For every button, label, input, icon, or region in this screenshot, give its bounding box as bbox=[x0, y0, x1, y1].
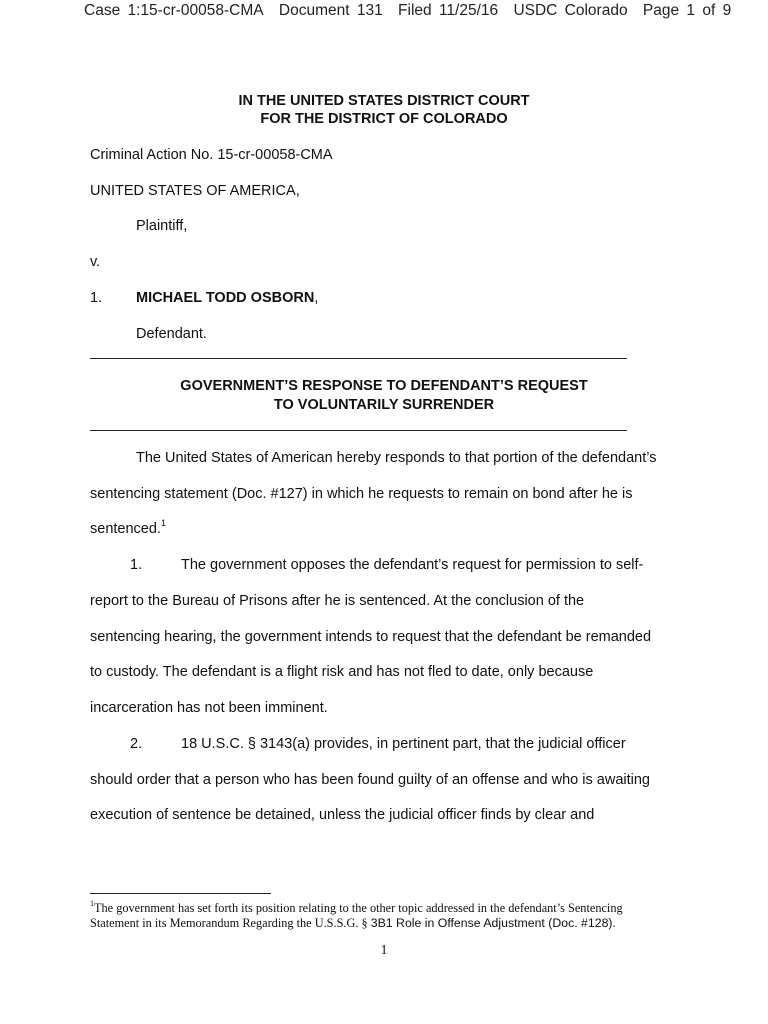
defendant-number: 1. bbox=[90, 290, 103, 306]
paragraph-2-line-3: execution of sentence be detained, unless the judicial officer finds by clear and bbox=[90, 807, 595, 823]
page-number: 1 bbox=[380, 943, 388, 958]
footnote-line-2-sans: 3B1 Role in Offense Adjustment (Doc. #128) bbox=[370, 916, 613, 930]
document-number: Document 131 bbox=[278, 2, 383, 19]
caption-divider-top bbox=[90, 358, 627, 359]
paragraph-2-number: 2. bbox=[130, 736, 143, 752]
paragraph-1-line-3: sentencing hearing, the government intends to request that the defendant be remanded bbox=[90, 629, 652, 645]
filed-date: Filed 11/25/16 bbox=[398, 2, 499, 19]
footnote-line-2-serif: Statement in its Memorandum Regarding the U.S.S.G. § bbox=[90, 916, 371, 930]
intro-line-3 bbox=[90, 518, 166, 537]
caption-divider-bottom bbox=[90, 430, 627, 431]
defendant-comma: , bbox=[314, 290, 319, 306]
paragraph-1-line-1: The government opposes the defendant’s request for permission to self- bbox=[181, 557, 644, 573]
plaintiff-name: UNITED STATES OF AMERICA, bbox=[90, 183, 300, 199]
plaintiff-role: Plaintiff, bbox=[136, 218, 188, 234]
paragraph-1-line-5: incarceration has not been imminent. bbox=[90, 700, 328, 716]
intro-line-1: The United States of American hereby responds to that portion of the defendant’s bbox=[136, 450, 657, 466]
footnote-mark: 1 bbox=[90, 899, 94, 908]
intro-line-3-text: sentenced. bbox=[90, 521, 161, 537]
document-title-line2: TO VOLUNTARILY SURRENDER bbox=[273, 397, 495, 413]
footnote-line-2-end: . bbox=[612, 916, 616, 930]
footnote-line-1-text: The government has set forth its position relating to the other topic addressed in the defendant’s Sentencing bbox=[94, 901, 623, 915]
footnote-line-1 bbox=[90, 901, 623, 916]
intro-line-2: sentencing statement (Doc. #127) in which he requests to remain on bond after he is bbox=[90, 486, 633, 502]
defendant-role: Defendant. bbox=[136, 326, 207, 342]
case-number: Case 1:15-cr-00058-CMA bbox=[84, 2, 264, 19]
paragraph-1-number: 1. bbox=[130, 557, 143, 573]
court-name: USDC Colorado bbox=[513, 2, 628, 19]
filing-header bbox=[84, 2, 739, 20]
versus: v. bbox=[90, 254, 101, 270]
paragraph-1-line-2: report to the Bureau of Prisons after he is sentenced. At the conclusion of the bbox=[90, 593, 585, 609]
defendant-name: MICHAEL TODD OSBORN bbox=[136, 290, 315, 306]
paragraph-1-line-4: to custody. The defendant is a flight risk and has not fled to date, only because bbox=[90, 664, 594, 680]
document-title-line1: GOVERNMENT’S RESPONSE TO DEFENDANT’S REQUEST bbox=[180, 378, 588, 394]
defendant-name-line bbox=[136, 290, 318, 306]
court-heading-line1: IN THE UNITED STATES DISTRICT COURT bbox=[238, 93, 530, 109]
footnote-reference: 1 bbox=[160, 518, 166, 528]
footnote-divider bbox=[90, 893, 271, 894]
paragraph-2-line-2: should order that a person who has been found guilty of an offense and who is awaiting bbox=[90, 772, 650, 788]
page-indicator: Page 1 of 9 bbox=[642, 2, 732, 19]
court-heading-line2: FOR THE DISTRICT OF COLORADO bbox=[260, 111, 508, 127]
paragraph-2-line-1: 18 U.S.C. § 3143(a) provides, in pertinent part, that the judicial officer bbox=[181, 736, 626, 752]
criminal-action-number: Criminal Action No. 15-cr-00058-CMA bbox=[90, 147, 333, 163]
footnote-line-2 bbox=[90, 916, 616, 931]
